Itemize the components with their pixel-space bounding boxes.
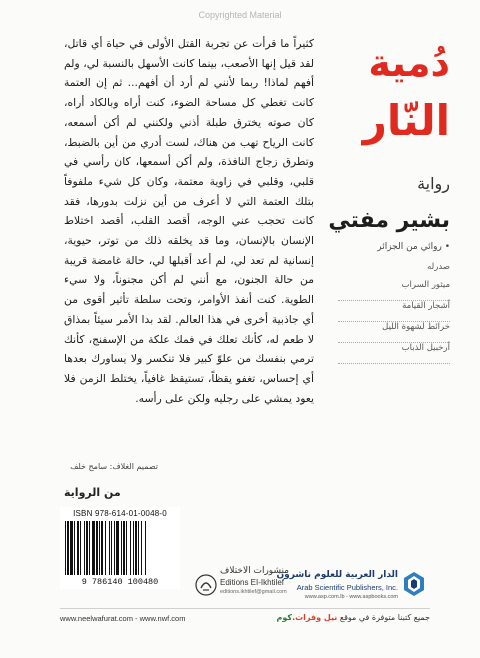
author-description: • روائي من الجزائر xyxy=(377,242,450,252)
copyright-watermark: Copyrighted Material xyxy=(198,10,282,20)
published-work-item: خرائط لشهوة الليل xyxy=(338,322,450,343)
footer-divider xyxy=(60,608,430,609)
ikhtilef-logo-icon xyxy=(195,574,217,596)
footer-websites xyxy=(60,614,185,623)
website-link-neelwafurat[interactable]: www.neelwafurat.com xyxy=(60,614,133,623)
published-work-item: ميثور السراب xyxy=(338,280,450,301)
book-genre: رواية xyxy=(417,174,450,193)
neelwafurat-brand-suffix: .كوم xyxy=(276,613,296,622)
asp-name-ar: الدار العربية للعلوم ناشرون xyxy=(276,570,398,580)
from-the-novel-label: من الرواية xyxy=(64,486,121,499)
ikhtilef-contact: editions.ikhtilef@gmail.com xyxy=(220,589,287,595)
ikhtilef-name-en: Editions EI-Ikhtilef xyxy=(220,578,285,587)
website-separator: - xyxy=(132,614,140,623)
asp-websites: www.asp.com.lb - www.aspbooks.com xyxy=(304,594,398,600)
asp-name-en: Arab Scientific Publishers, Inc. xyxy=(296,583,398,592)
barcode-number: 9 786140 100480 xyxy=(81,577,159,587)
blurb-paragraph: كثيراً ما قرأت عن تجربة القتل الأولى في حياة أي قاتل، لقد قيل إنها الأصعب، بينما كانت الأسهل بالنسبة لي، ولم أفهم لماذا! ربما لأنني لم أرد أن أفهم... ثم إن العتمة كانت تغطي كل مساحة الضوء، كنت أراه وبالكاد أراه، كان صوته يخترق طبلة أذني ولكنني لم أكن أسمعه، كانت الرياح تهب من هناك، لست أدري من أين بالضبط، وتطرق زجاج النافذة، ولم أكن أسمعها، كان رأسي في قلبي، وقلبي في زاوية معتمة، وكان كل شيء ملفوفاً بتلك العتمة التي لا أعرف من أين نزلت بدورها، فقد كانت تحجب عني الوجه، أقصد القلب، أقصد اختلاط الإنسان بالإنسان، وما قد يخلقه ذلك من توتر، حيوية، إنسانية لم تعد لي، لم أعد أقبلها لي، حالة غامضة قريبة من حالة الجنون، مع أنني لم أكن مجنوناً، ولا سيء الطوية. كنت أنفذ الأوامر، وتحت سلطة تأثير أقوى من أي جاذبية أخرى في هذا العالم. لقد بدا الأمر سيئاً بمذاق لا طعم له، كأنك تعلك في فمك علكة من الإسفنج، كأنك ترمي بنفسك من علوّ كبير فلا تنكسر ولا يساورك بعدها أي إحساس، تغفو يقظاً، تستيقظ غافياً، يختلط الزمن فلا يعود يمشي على رجليه ولكن على رأسه. xyxy=(64,37,314,405)
website-link-nwf[interactable]: www.nwf.com xyxy=(139,614,186,623)
published-works-list xyxy=(338,280,450,364)
ikhtilef-name-ar: منشورات الاختلاف xyxy=(220,566,290,576)
asp-logo-icon xyxy=(402,570,426,598)
cover-design-credit: تصميم الغلاف: سامح خلف xyxy=(70,462,158,471)
published-works-heading: صدرله xyxy=(427,262,450,272)
isbn-barcode xyxy=(60,507,180,589)
availability-text: جميع كتبنا متوفرة في موقع xyxy=(339,613,430,622)
isbn-label: ISBN 978-614-01-0048-0 xyxy=(73,509,167,518)
published-work-item: أرخبيل الذباب xyxy=(338,343,450,364)
book-title-line2: النّار xyxy=(362,96,450,145)
neelwafurat-brand: نيل وفرات xyxy=(295,613,338,622)
footer-availability xyxy=(277,613,430,622)
author-name: بشير مفتي xyxy=(328,208,450,233)
book-title-line1: دُمية xyxy=(368,41,450,85)
published-work-item: أشجار القيامة xyxy=(338,301,450,322)
barcode-icon xyxy=(62,521,178,577)
blurb-text xyxy=(64,34,314,466)
